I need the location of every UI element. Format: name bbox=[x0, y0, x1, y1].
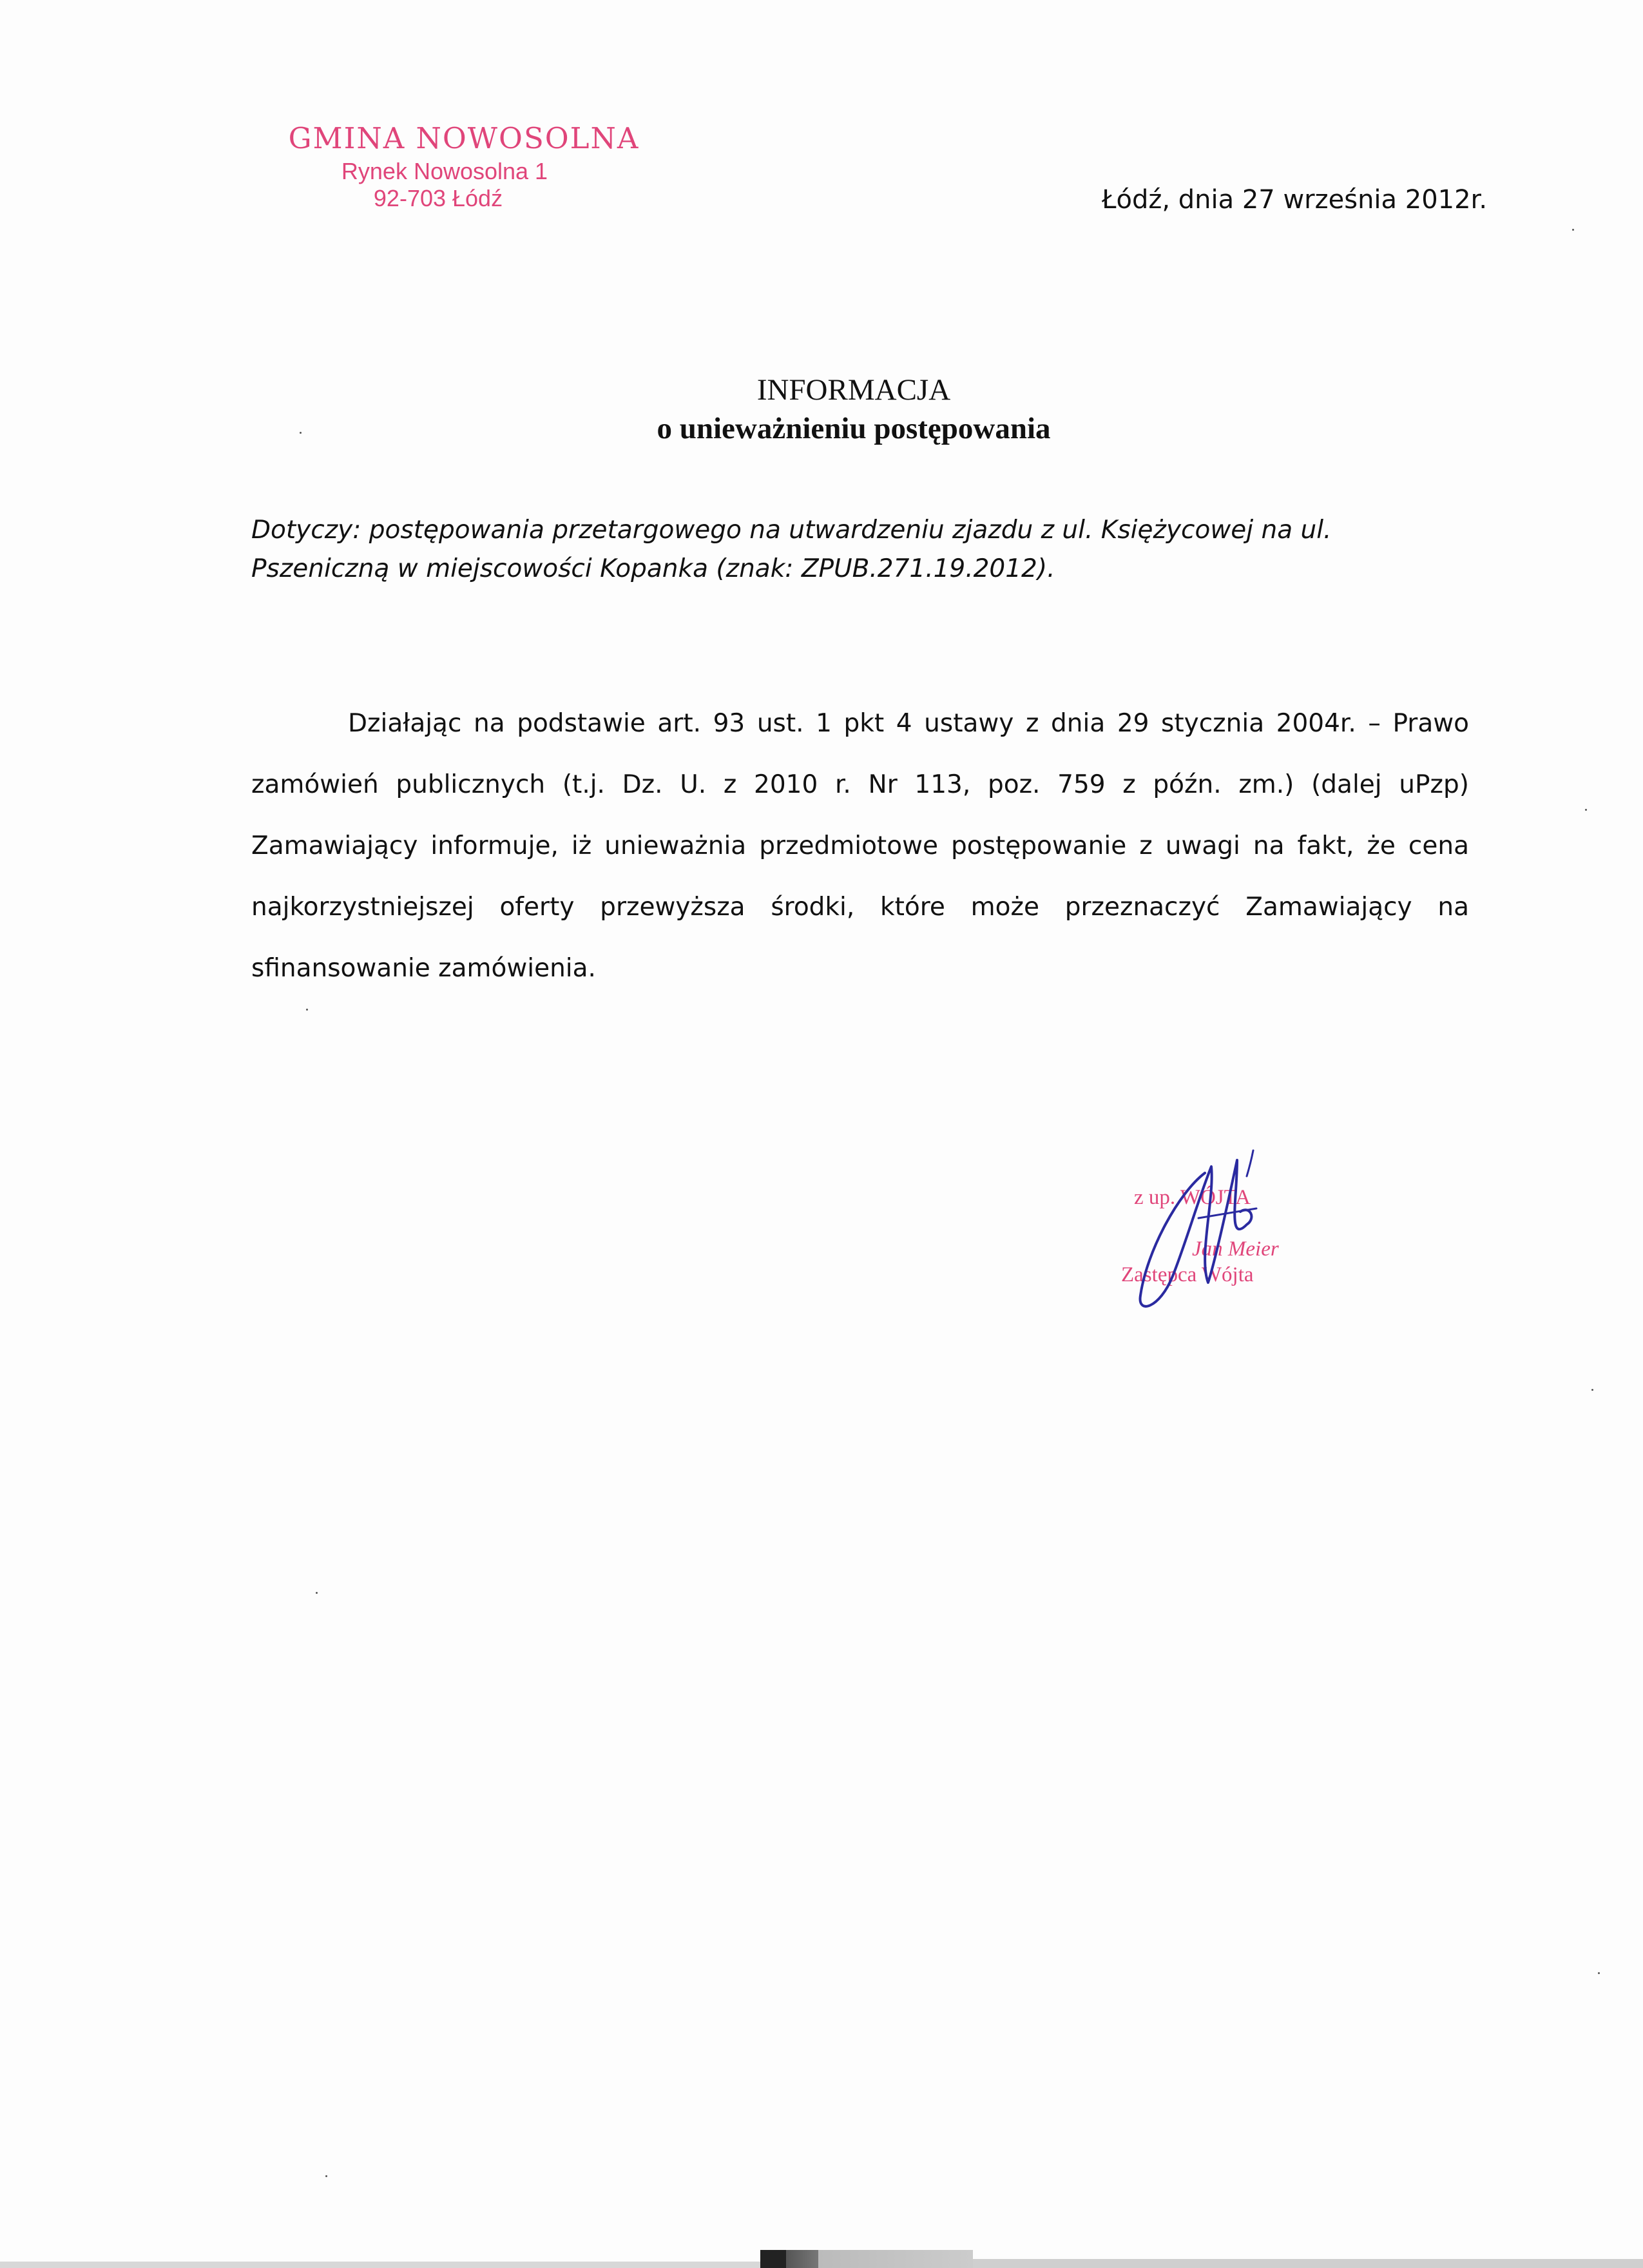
municipality-stamp bbox=[271, 119, 657, 212]
signature-stamp-line2: Jan Meier bbox=[1192, 1237, 1279, 1261]
document-title bbox=[0, 371, 1643, 448]
stamp-name: GMINA NOWOSOLNA bbox=[288, 121, 640, 155]
document-date: Łódź, dnia 27 września 2012r. bbox=[1102, 185, 1488, 215]
stamp-city: 92-703 Łódź bbox=[373, 185, 503, 211]
subject-line: Dotyczy: postępowania przetargowego na utwardzeniu zjazdu z ul. Księżycowej na ul. Pszeniczną w miejscowości Kopanka (znak: ZPUB.271.19.2012). bbox=[251, 516, 1332, 583]
scan-edge bbox=[760, 2250, 973, 2268]
title-subheading: o unieważnieniu postępowania bbox=[657, 412, 1051, 445]
scan-speck bbox=[1598, 1972, 1600, 1974]
body-paragraph: Działając na podstawie art. 93 ust. 1 pkt 4 ustawy z dnia 29 stycznia 2004r. – Prawo zamówień publicznych (t.j. Dz. U. z 2010 r. Nr 113, poz. 759 z późn. zm.) (dalej uPzp) Zamawiający informuje, iż unieważnia przedmiotowe postępowanie z uwagi na fakt, że cena najkorzystniejszej oferty przewyższa środki, które może przeznaczyć Zamawiający na sfinansowanie zamówienia. bbox=[251, 709, 1469, 983]
scan-speck bbox=[325, 2175, 327, 2177]
scan-edge bbox=[0, 2262, 760, 2268]
scan-edge bbox=[973, 2259, 1643, 2268]
scan-speck bbox=[1572, 229, 1574, 231]
signature-stamp-line3: Zastępca Wójta bbox=[1121, 1263, 1254, 1286]
scan-speck bbox=[1591, 1389, 1593, 1391]
signature-block bbox=[1102, 1147, 1295, 1328]
scan-speck bbox=[306, 1009, 308, 1011]
signature-stamp-line1: z up. WÓJTA bbox=[1134, 1186, 1251, 1209]
handwritten-signature bbox=[1102, 1147, 1295, 1328]
stamp-street: Rynek Nowosolna 1 bbox=[341, 158, 548, 184]
scan-speck bbox=[316, 1592, 318, 1594]
scan-speck bbox=[1585, 809, 1587, 811]
title-heading: INFORMACJA bbox=[756, 373, 951, 407]
